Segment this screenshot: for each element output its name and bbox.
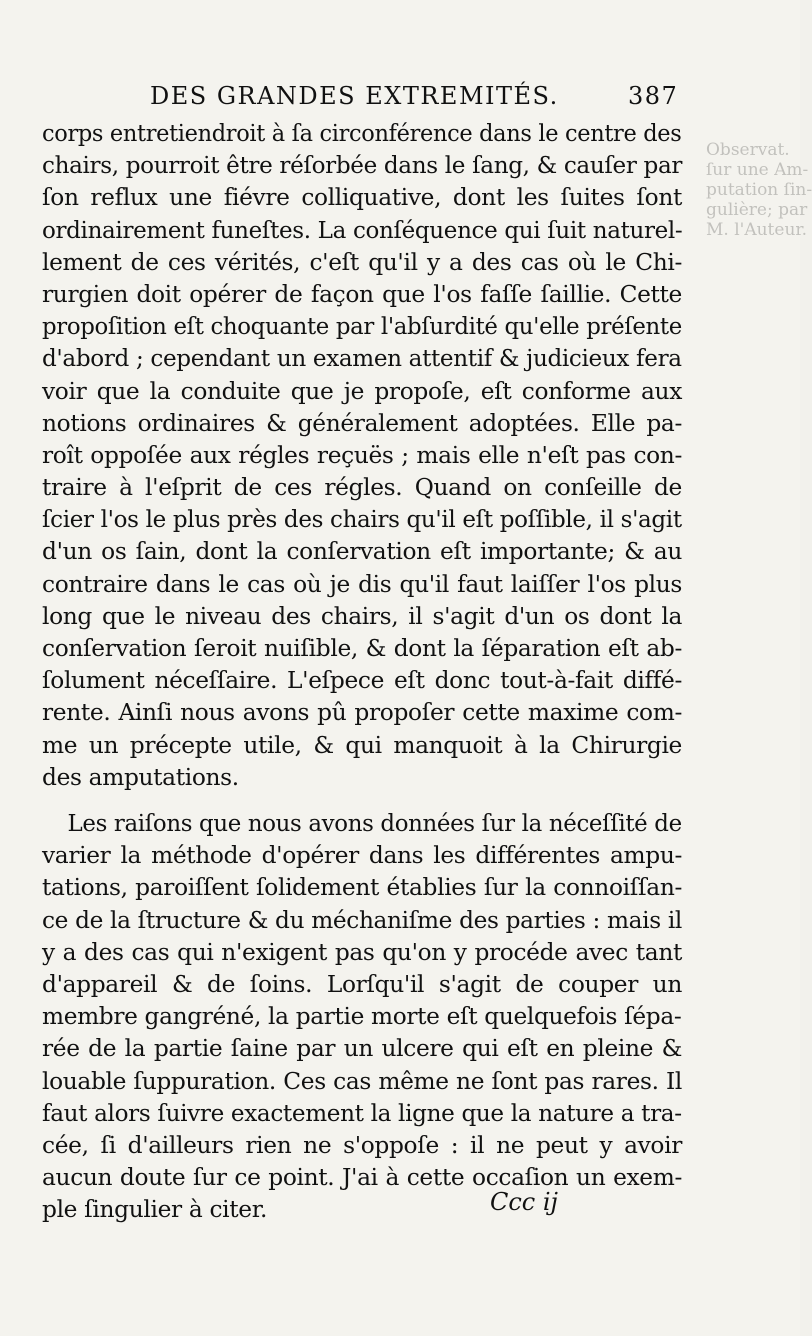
text-line: rée de la partie ſaine par un ulcere qui eſt en pleine & bbox=[42, 1035, 682, 1063]
text-line: rente. Ainſi nous avons pû propoſer cette maxime com- bbox=[42, 699, 682, 727]
show-through-margin: Observat. ſur une Am- putation ſin- gulière; par M. l'Auteur. bbox=[706, 140, 812, 240]
text-line-indented: Les raiſons que nous avons données ſur la néceſſité de bbox=[67, 810, 682, 837]
text-line-last: des amputations. bbox=[42, 763, 239, 791]
text-line: ſcier l'os le plus près des chairs qu'il eſt poſſible, il s'agit bbox=[42, 506, 682, 534]
text-line: d'abord ; cependant un examen attentif & judicieux fera bbox=[42, 345, 682, 373]
page-number: 387 bbox=[628, 82, 679, 110]
text-line: long que le niveau des chairs, il s'agit d'un os dont la bbox=[42, 602, 682, 630]
text-line: voir que la conduite que je propoſe, eſt conforme aux bbox=[42, 377, 682, 405]
running-title: DES GRANDES EXTREMITÉS. bbox=[150, 82, 559, 110]
text-line: ce de la ſtructure & du méchaniſme des parties : mais il bbox=[42, 906, 682, 934]
text-line: varier la méthode d'opérer dans les différentes ampu- bbox=[42, 842, 682, 870]
text-line: y a des cas qui n'exigent pas qu'on y procéde avec tant bbox=[42, 938, 682, 966]
text-line: contraire dans le cas où je dis qu'il faut laiſſer l'os plus bbox=[42, 570, 682, 598]
text-line: me un précepte utile, & qui manquoit à la Chirurgie bbox=[42, 731, 682, 759]
text-line: louable ſuppuration. Ces cas même ne ſont pas rares. Il bbox=[42, 1067, 682, 1095]
text-line: lement de ces vérités, c'eſt qu'il y a des cas où le Chi- bbox=[42, 248, 682, 276]
text-line-last: ple ſingulier à citer. bbox=[42, 1196, 268, 1224]
text-line: d'appareil & de ſoins. Lorſqu'il s'agit de couper un bbox=[42, 970, 682, 998]
text-line: ſon reflux une fiévre colliquative, dont les ſuites ſont bbox=[42, 184, 682, 212]
text-line: conſervation ſeroit nuiſible, & dont la ſéparation eſt ab- bbox=[42, 635, 682, 662]
text-line: cée, ſi d'ailleurs rien ne s'oppoſe : il ne peut y avoir bbox=[42, 1131, 682, 1159]
text-line: tations, paroiſſent ſolidement établies ſur la connoiſſan- bbox=[42, 874, 682, 902]
text-line: roît oppoſée aux régles reçuës ; mais elle n'eſt pas con- bbox=[42, 441, 682, 469]
text-line: aucun doute ſur ce point. J'ai à cette occaſion un exem- bbox=[42, 1164, 682, 1192]
text-line: membre gangréné, la partie morte eſt quelquefois ſépa- bbox=[42, 1003, 682, 1031]
text-line: rurgien doit opérer de façon que l'os faſſe ſaillie. Cette bbox=[42, 280, 682, 308]
text-line: notions ordinaires & généralement adoptées. Elle pa- bbox=[42, 409, 682, 437]
text-line: ordinairement funeſtes. La conſéquence qui ſuit naturel- bbox=[42, 216, 683, 244]
text-line: d'un os ſain, dont la conſervation eſt importante; & au bbox=[42, 538, 682, 566]
paragraph-1 bbox=[42, 118, 682, 794]
text-line: corps entretiendroit à ſa circonférence dans le centre des bbox=[42, 120, 682, 147]
text-line: propoſition eſt choquante par l'abſurdité qu'elle préſente bbox=[42, 313, 682, 341]
text-line: traire à l'eſprit de ces régles. Quand on conſeille de bbox=[42, 474, 682, 502]
text-line: faut alors ſuivre exactement la ligne que la nature a tra- bbox=[42, 1099, 682, 1127]
text-line: ſolument néceſſaire. L'eſpece eſt donc tout-à-fait diffé- bbox=[42, 667, 682, 695]
text-line: chairs, pourroit être réſorbée dans le ſang, & cauſer par bbox=[42, 152, 683, 180]
signature-mark: Ccc ij bbox=[490, 1188, 558, 1216]
paragraph-2 bbox=[42, 808, 682, 1226]
